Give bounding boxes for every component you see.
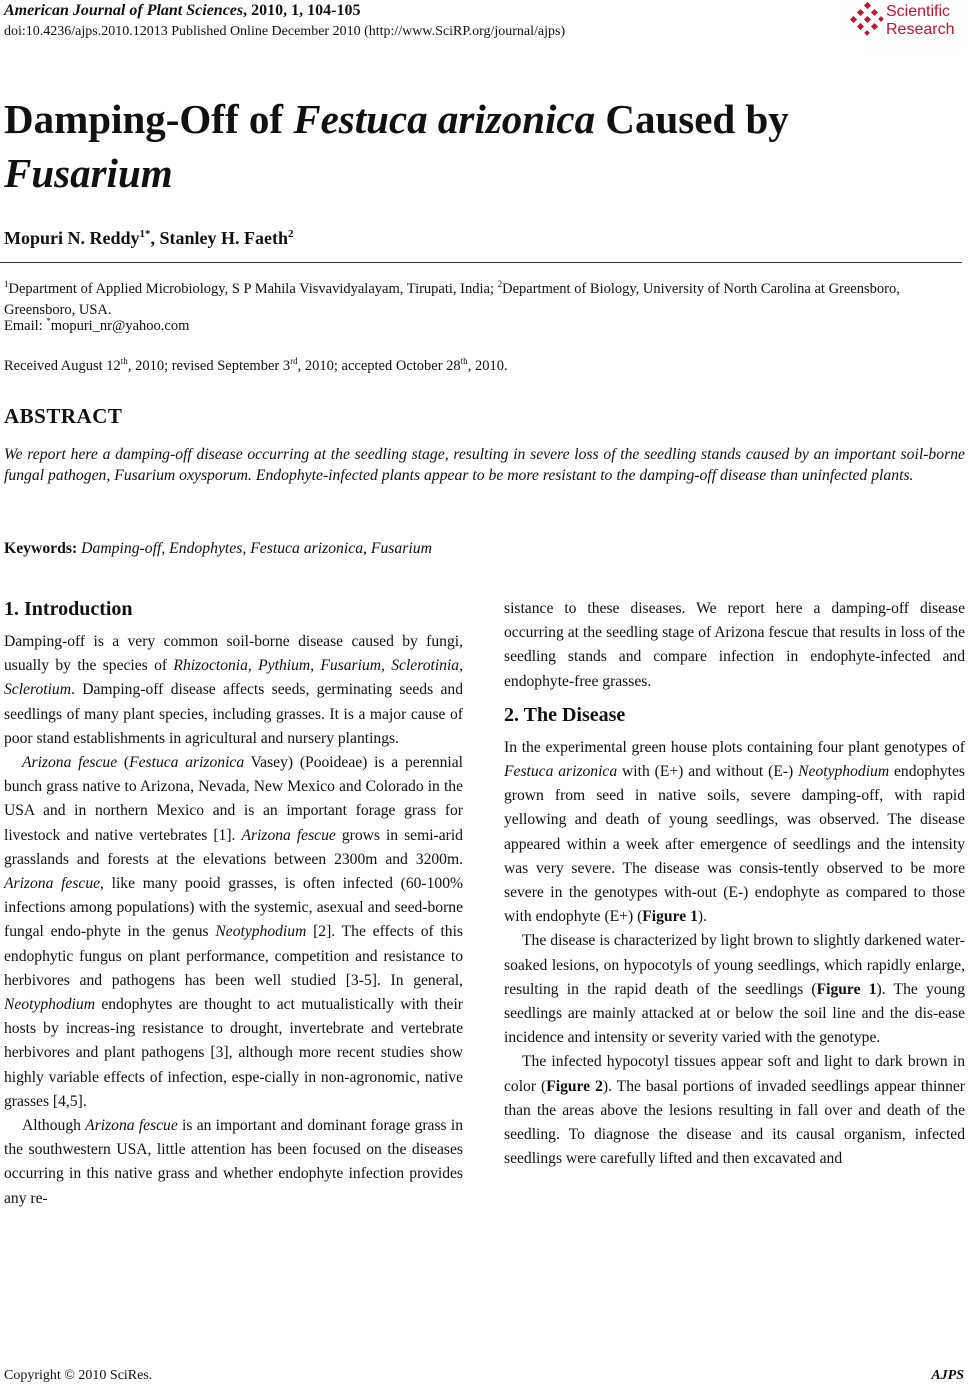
text-run: ). [697, 908, 707, 926]
journal-name: American Journal of Plant Sciences [4, 2, 244, 19]
text-run: is an important and dominant forage grass in the southwestern USA, little attention has been focused on the diseases occurring in this native grass and whether endophyte infection provides any re- [4, 1117, 463, 1207]
received-2-sup: rd [290, 356, 298, 366]
title-genus: Fusarium [4, 150, 173, 196]
author-2: Stanley H. Faeth [159, 228, 289, 248]
intro-paragraph-2 [4, 751, 479, 1114]
keywords-values: Damping-off, Endophytes, Festuca arizonica, Fusarium [81, 540, 432, 557]
received-2: , 2010; revised September 3 [127, 357, 291, 374]
author-1: Mopuri N. Reddy [4, 228, 140, 248]
intro-paragraph-1 [4, 630, 463, 751]
abstract-text: We report here a damping-off disease occurring at the seedling stage, resulting in severe loss of the seedling stands caused by an important soil-borne fungal pathogen, Fusarium oxysporum. Endophyte-infected plants appear to be more resistant to the damping-off disease than uninfected plants. [4, 446, 965, 484]
keywords-colon: : [71, 540, 82, 557]
email-label: Email: [4, 317, 47, 334]
text-run: Although [22, 1117, 86, 1135]
paper-title [4, 92, 944, 200]
section-1-heading: 1. Introduction [4, 598, 133, 620]
intro-paragraph-3 [4, 1114, 463, 1211]
received-dates [4, 356, 508, 375]
logo-line-1: Scientific [886, 3, 951, 20]
text-run: In the experimental green house plots containing four plant genotypes of [504, 738, 965, 756]
title-part-3: Caused by [595, 96, 789, 142]
received-1-sup: th [120, 356, 128, 366]
text-run-italic: Festuca arizonica [504, 763, 618, 781]
header-rule [0, 262, 962, 263]
doi-line: doi:10.4236/ajps.2010.12013 Published Online December 2010 (http://www.SciRP.org/journal/ajps) [4, 24, 566, 39]
text-run-italic: Festuca arizonica [129, 754, 245, 772]
text-run: ( [117, 754, 130, 772]
title-part-1: Damping-Off of [4, 96, 294, 142]
disease-paragraph-1 [504, 736, 965, 930]
email-sup: * [46, 316, 51, 326]
author-separator: , [150, 228, 160, 248]
text-run: with (E+) and without (E-) [617, 763, 799, 781]
journal-abbr-footer: AJPS [931, 1368, 964, 1383]
text-run-italic: Arizona fescue [4, 875, 101, 893]
author-list [4, 228, 294, 249]
disease-paragraph-2 [504, 929, 965, 1050]
affil-1: Department of Applied Microbiology, S P Mahila Visvavidyalayam, Tirupati, India; [8, 280, 498, 297]
text-run-italic: Arizona fescue [85, 1117, 178, 1135]
received-1: Received August 12 [4, 357, 121, 374]
abstract-heading: ABSTRACT [4, 404, 123, 428]
text-run-italic: Neotyphodium [215, 923, 307, 941]
figure-1-link[interactable]: Figure 1 [642, 908, 698, 926]
text-run: endophytes are thought to act mutualistically with their hosts by increas-ing resistance to drought, invertebrate and vertebrate herbivores and plant pathogens [3], although more recent studies show highly variable effects of infection, espe-cially in non-agronomic, native grasses [4,5]. [4, 996, 463, 1110]
disease-paragraph-3 [504, 1050, 965, 1171]
journal-header [4, 2, 360, 20]
author-1-sup: 1* [139, 228, 151, 240]
text-run: grows in semi-arid grasslands and forests at the elevations between 2300m and 3200m. [4, 826, 479, 868]
text-run-italic: Neotyphodium [4, 996, 95, 1014]
keywords-label: Keywords [4, 540, 72, 557]
scientific-research-logo-icon [850, 2, 884, 36]
affil-2: Department of Biology, University of North Carolina at Greensboro, Greensboro, USA. [4, 280, 900, 318]
text-run: The infected hypocotyl tissues appear soft and light to dark brown in color ( [504, 1053, 965, 1095]
title-species: Festuca arizonica [293, 96, 596, 142]
text-run: The disease is characterized by light brown to slightly darkened water-soaked lesions, on hypocotyls of young seedlings, which rapidly enlarge, resulting in the rapid death of the seedlings ( [504, 932, 965, 998]
right-column [504, 597, 965, 1171]
text-run: endophytes grown from seed in native soils, severe damping-off, with rapid yellowing and death of young seedlings, was observed. The disease appeared within a week after emergence of seedlings and the intensity was very severe. The disease was consis-tently observed to be more severe in the genotypes with-out (E-) endophyte as compared to those with endophyte (E+) ( [504, 763, 965, 926]
journal-citation: , 2010, 1, 104-105 [243, 2, 361, 19]
received-4: , 2010. [467, 357, 508, 374]
text-run: Vasey) (Pooideae) is a perennial bunch grass native to Arizona, Nevada, New Mexico and Colorado in the USA and in northern Mexico and is an important forage grass for livestock and native vertebrates [1]. [4, 754, 464, 844]
affiliations [4, 274, 954, 321]
text-run: . Damping-off disease affects seeds, germinating seeds and seedlings of many plant species, including grasses. It is a major cause of poor stand establishments in agricultural and nursery plantings. [4, 681, 463, 747]
received-3: , 2010; accepted October 28 [297, 357, 461, 374]
received-3-sup: th [460, 356, 468, 366]
affil-2-sup: 2 [497, 279, 503, 289]
keywords [4, 540, 432, 558]
publisher-logo [850, 2, 968, 42]
email-line [4, 316, 189, 335]
email-address[interactable]: mopuri_nr@yahoo.com [50, 317, 190, 334]
text-run: [2]. The effects of this endophytic fungus on plant performance, competition and resistance to herbivores and pathogens has been well studied [3-5]. In general, [4, 923, 463, 989]
section-2-heading: 2. The Disease [504, 703, 626, 726]
logo-line-2: Research [886, 21, 955, 38]
affil-1-sup: 1 [4, 279, 9, 289]
figure-1-link[interactable]: Figure 1 [816, 980, 877, 998]
text-run-italic: Arizona fescue [241, 826, 336, 844]
text-run: ). The basal portions of invaded seedlings appear thinner than the areas above the lesions resulting in fall over and death of the seedling. To diagnose the disease and its causal organism, infected seedlings were carefully lifted and then excavated and [504, 1077, 965, 1168]
intro-paragraph-3-continued: sistance to these diseases. We report here a damping-off disease occurring at the seedling stage of Arizona fescue that results in loss of the seedling stands and compare infection in endophyte-infected and endophyte-free grasses. [504, 600, 965, 690]
author-2-sup: 2 [288, 228, 294, 240]
figure-2-link[interactable]: Figure 2 [546, 1077, 603, 1095]
text-run: , like many pooid grasses, is often infected (60-100% infections among populations) with the systemic, asexual and seed-borne fungal endo-phyte in the genus [4, 875, 463, 941]
left-column [4, 630, 479, 1211]
text-run: ). The young seedlings are mainly attacked at or below the soil line and the dis-ease incidence and intensity or severity varied with the genotype. [504, 980, 965, 1047]
text-run-italic: Arizona fescue [22, 754, 118, 772]
text-run: Damping-off is a very common soil-borne disease caused by fungi, usually by the species of [4, 633, 463, 675]
copyright-footer: Copyright © 2010 SciRes. [4, 1368, 153, 1383]
text-run-italic: Rhizoctonia, Pythium, Fusarium, Sclerotinia, Sclerotium [4, 657, 464, 699]
text-run-italic: Neotyphodium [798, 763, 890, 781]
